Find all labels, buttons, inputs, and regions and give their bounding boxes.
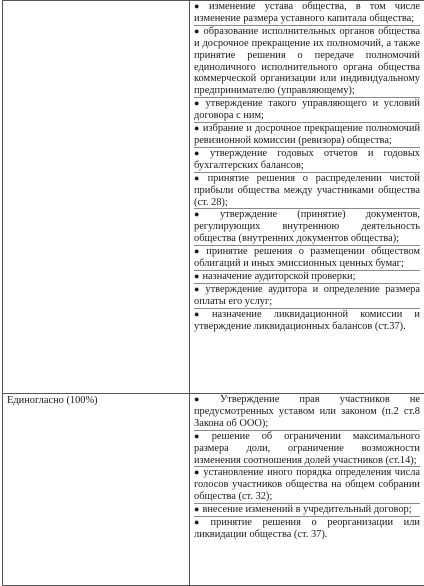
bullet-icon: ● [194,123,200,134]
list-item-text: изменение устава общества, в том числе изменение размера уставного капитала общества; [194,1,421,24]
bullet-icon: ● [194,25,201,36]
bullet-icon: ● [194,308,209,319]
list-item-text: назначение ликвидационной комиссии и утверждение ликвидационных балансов (ст.37). [194,308,420,332]
list-item [194,1,420,26]
list-item-text: установление иного порядка определения числа голосов участников общества на общем собрании общества (ст. 32); [194,467,420,503]
list-item-text: Утверждение прав участников не предусмотренных уставом или законом (п.2 ст.8 Закона об ООО); [194,394,421,429]
voting-rule-cell [3,1,190,394]
list-item-text: принятие решения о размещении обществом облигаций и иных эмиссионных ценных бумаг; [194,246,421,270]
list-item [194,504,420,517]
list-item [194,517,420,541]
list-item-text: образование исполнительных органов общества и досрочное прекращение их полномочий, а также принятие решения о передаче полномочий единоличного исполнительного органа общества коммерческой организации или индивидуальному предпринимателю (управляющему); [194,25,420,97]
decision-list [190,394,424,541]
list-item [194,467,420,504]
bullet-icon: ● [194,467,201,478]
bullet-icon: ● [194,394,217,404]
list-item [194,284,420,309]
bullet-icon: ● [194,270,200,281]
list-item [194,173,420,210]
list-item-text: утверждение (принятие) документов, регулирующих внутреннюю деятельность общества (внутренних документов общества); [194,209,420,245]
competence-table [2,0,424,586]
list-item-text: избрание и досрочное прекращение полномочий ревизионной комиссии (ревизора) общества; [194,123,421,146]
bullet-icon: ● [194,172,205,183]
list-item [194,394,420,431]
list-item [194,431,420,468]
list-item [194,26,420,98]
list-item [194,309,420,333]
voting-rule-label [3,1,189,2]
list-item-text: утверждение аудитора и определение размера оплаты его услуг; [194,283,420,307]
list-item [194,271,420,284]
table-row [3,394,424,586]
decision-list [190,1,424,332]
list-item-text: решение об ограничении максимального размера доли, ограничение возможности изменения соотношения долей участников (ст.14); [194,430,420,466]
bullet-icon: ● [194,246,204,257]
list-item [194,209,420,246]
bullet-icon: ● [194,147,207,158]
bullet-icon: ● [194,430,209,441]
bullet-icon: ● [194,517,208,528]
list-item [194,98,420,123]
decisions-cell [190,394,424,586]
list-item-text: принятие решения о реорганизации или ликвидации общества (ст. 37). [194,517,420,540]
bullet-icon: ● [194,283,203,294]
list-item-text: утверждение годовых отчетов и годовых бухгалтерских балансов; [194,147,420,171]
voting-rule-label: Единогласно (100%) [7,395,98,406]
list-item-text: внесение изменений в учредительный договор; [202,504,412,516]
list-item-text: принятие решения о распределении чистой прибыли общества между участниками общества (ст. 28); [194,172,420,208]
list-item [194,123,420,148]
decisions-cell [190,1,424,394]
table-row [3,1,424,394]
bullet-icon: ● [194,504,200,515]
voting-rule-cell [3,394,190,586]
bullet-icon: ● [194,98,203,109]
list-item [194,148,420,173]
bullet-icon: ● [194,209,217,220]
bullet-icon: ● [194,1,206,11]
list-item [194,246,420,271]
list-item-text: утверждение такого управляющего и условий договора с ним; [194,98,420,122]
list-item-text: назначение аудиторской проверки; [202,270,356,282]
